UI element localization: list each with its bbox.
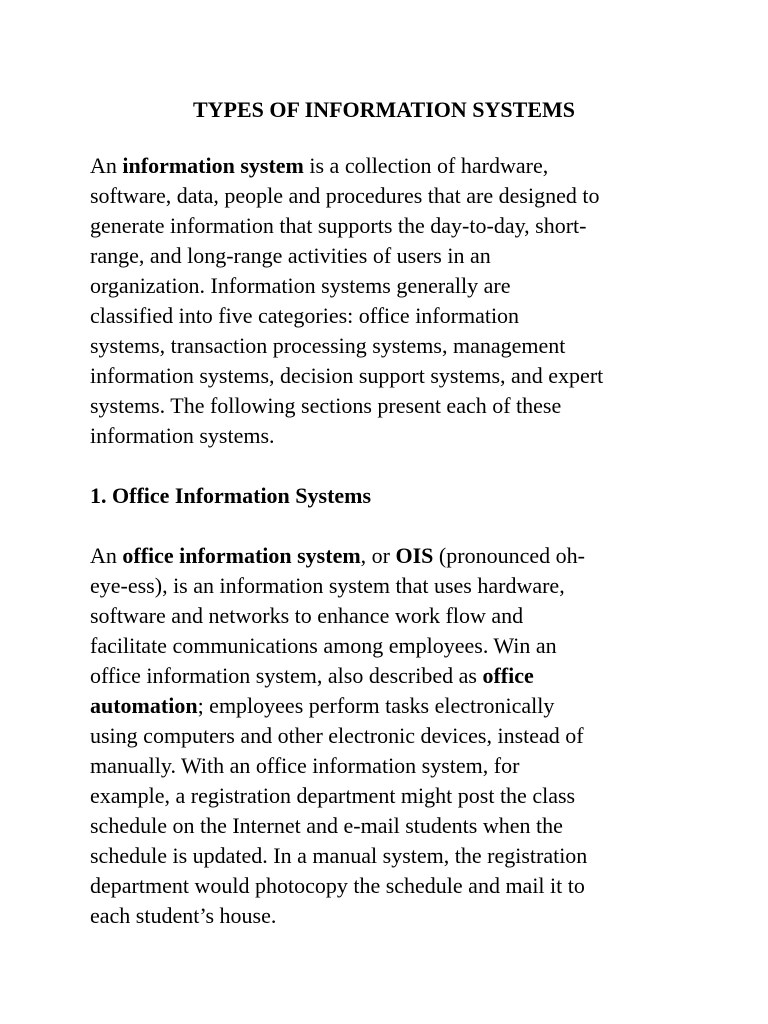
document-title: TYPES OF INFORMATION SYSTEMS xyxy=(193,97,575,122)
text-run: department would photocopy the schedule and mail it to xyxy=(90,873,585,898)
text-line xyxy=(90,241,690,271)
text-line xyxy=(90,871,690,901)
text-run: , or xyxy=(360,543,396,568)
text-run: (pronounced oh- xyxy=(433,543,585,568)
text-line xyxy=(90,691,690,721)
text-line xyxy=(90,571,690,601)
text-line xyxy=(90,151,690,181)
bold-term: information system xyxy=(122,153,304,178)
text-line xyxy=(90,661,690,691)
text-run: information systems, decision support systems, and expert xyxy=(90,363,604,388)
text-run: schedule on the Internet and e-mail students when the xyxy=(90,813,563,838)
text-run: systems. The following sections present each of these xyxy=(90,393,562,418)
text-run: information systems. xyxy=(90,423,275,448)
bold-term: office xyxy=(482,663,534,688)
text-run: systems, transaction processing systems, management xyxy=(90,333,566,358)
intro-paragraph xyxy=(90,151,690,451)
section-heading-office-information-systems: 1. Office Information Systems xyxy=(90,483,372,508)
text-line xyxy=(90,301,690,331)
text-line xyxy=(90,781,690,811)
text-line xyxy=(90,211,690,241)
text-line xyxy=(90,601,690,631)
text-line xyxy=(90,421,690,451)
text-line xyxy=(90,271,690,301)
text-run: ; employees perform tasks electronically xyxy=(197,693,555,718)
text-run: software, data, people and procedures that are designed to xyxy=(90,183,600,208)
text-line xyxy=(90,361,690,391)
text-line xyxy=(90,391,690,421)
text-run: schedule is updated. In a manual system, the registration xyxy=(90,843,588,868)
bold-term: OIS xyxy=(395,543,434,568)
text-line xyxy=(90,631,690,661)
text-run: classified into five categories: office information xyxy=(90,303,520,328)
text-line xyxy=(90,541,690,571)
text-line xyxy=(90,181,690,211)
office-information-systems-paragraph xyxy=(90,541,690,931)
text-run: An xyxy=(90,153,123,178)
text-line xyxy=(90,331,690,361)
text-line xyxy=(90,811,690,841)
text-line xyxy=(90,841,690,871)
text-run: An xyxy=(90,543,123,568)
text-line xyxy=(90,721,690,751)
text-run: office information system, also described as xyxy=(90,663,483,688)
text-run: software and networks to enhance work flow and xyxy=(90,603,524,628)
text-line xyxy=(90,751,690,781)
text-run: range, and long-range activities of users in an xyxy=(90,243,491,268)
text-run: using computers and other electronic devices, instead of xyxy=(90,723,584,748)
text-run: organization. Information systems generally are xyxy=(90,273,511,298)
bold-term: automation xyxy=(90,693,198,718)
text-line xyxy=(90,901,690,931)
text-run: generate information that supports the day-to-day, short- xyxy=(90,213,587,238)
text-run: manually. With an office information system, for xyxy=(90,753,520,778)
text-run: each student’s house. xyxy=(90,903,277,928)
text-run: example, a registration department might post the class xyxy=(90,783,576,808)
text-run: eye-ess), is an information system that uses hardware, xyxy=(90,573,565,598)
text-run: is a collection of hardware, xyxy=(303,153,549,178)
text-run: facilitate communications among employees. Win an xyxy=(90,633,557,658)
bold-term: office information system xyxy=(122,543,361,568)
